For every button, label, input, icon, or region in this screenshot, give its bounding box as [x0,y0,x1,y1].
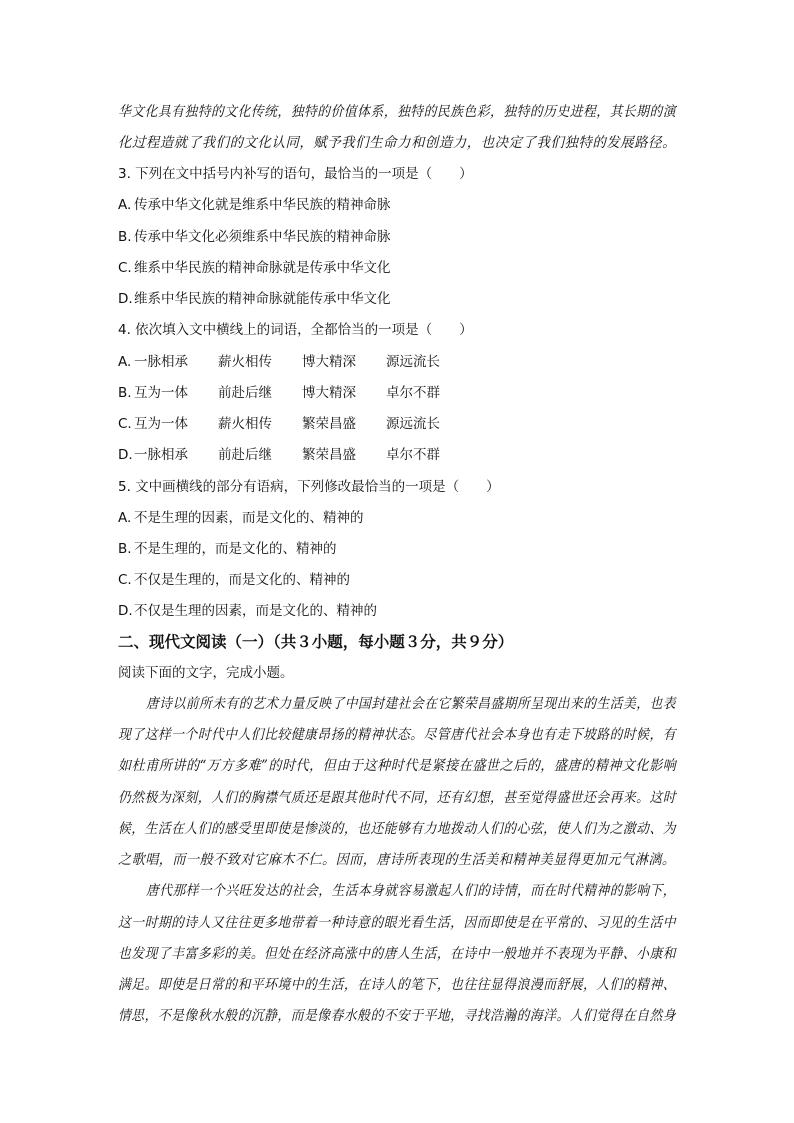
option-text: 传承中华文化必须维系中华民族的精神命脉 [134,229,391,245]
option-letter: A. [118,354,132,370]
option-text: 不仅是生理的因素，而是文化的、精神的 [134,603,377,619]
option-letter: A. [118,510,132,526]
q5-option-a[interactable] [118,509,364,527]
para1-line-1: 唐诗以前所未有的艺术力量反映了中国封建社会在它繁荣昌盛期所呈现出来的生活美，也表 [146,696,677,712]
option-text: 不仅是生理的，而是文化的、精神的 [134,572,350,588]
para2-line-4: 满足。即使是日常的和平环境中的生活，在诗人的笔下，也往往显得浪漫而舒展，人们的精神、 [118,977,677,993]
option-letter: C. [118,260,132,276]
option-word-4: 源远流长 [386,354,440,370]
q4-option-d[interactable] [118,446,678,464]
para1-line-4: 仍然极为深刻，人们的胸襟气质还是跟其他时代不同，还有幻想，甚至觉得盛世还会再来。这时 [118,790,677,806]
option-letter: D. [118,603,133,619]
option-letter: C. [118,416,132,432]
q5-option-d[interactable] [118,602,377,620]
option-word-3: 博大精深 [302,354,356,370]
para1-line-5: 候，生活在人们的感受里即使是惨淡的，也还能够有力地拨动人们的心弦，使人们为之激动、为 [118,821,677,837]
option-text: 维系中华民族的精神命脉就能传承中华文化 [134,291,391,307]
option-letter: B. [118,541,132,557]
q3-option-b[interactable] [118,228,391,246]
option-word-1: 互为一体 [134,385,188,401]
question-3-stem: 3. 下列在文中括号内补写的语句，最恰当的一项是（ ） [118,166,473,182]
option-text: 维系中华民族的精神命脉就是传承中华文化 [134,260,391,276]
para1-line-2: 现了这样一个时代中人们比较健康昂扬的精神状态。尽管唐代社会本身也有走下坡路的时候，有 [118,727,677,743]
option-word-1: 一脉相承 [134,447,188,463]
q4-option-b[interactable] [118,384,678,402]
para2-line-2: 这一时期的诗人又往往更多地带着一种诗意的眼光看生活，因而即使是在平常的、习见的生活中 [118,915,677,931]
option-word-4: 卓尔不群 [386,385,440,401]
q3-option-a[interactable] [118,196,391,214]
option-word-2: 前赴后继 [218,385,272,401]
option-letter: B. [118,229,132,245]
option-letter: C. [118,572,132,588]
option-letter: A. [118,197,132,213]
q4-option-a[interactable] [118,353,678,371]
q3-option-c[interactable] [118,259,391,277]
option-word-3: 博大精深 [302,385,356,401]
option-word-4: 源远流长 [386,416,440,432]
q4-option-c[interactable] [118,415,678,433]
option-word-2: 薪火相传 [218,354,272,370]
para2-line-1: 唐代那样一个兴旺发达的社会，生活本身就容易激起人们的诗情，而在时代精神的影响下， [146,883,677,899]
question-5-stem: 5. 文中画横线的部分有语病，下列修改最恰当的一项是（ ） [118,479,500,495]
intro-line-2: 化过程造就了我们的文化认同，赋予我们生命力和创造力，也决定了我们独特的发展路径。 [118,135,677,151]
option-word-3: 繁荣昌盛 [302,416,356,432]
intro-line-1: 华文化具有独特的文化传统，独特的价值体系，独特的民族色彩，独特的历史进程，其长期的演 [118,104,677,120]
q5-option-b[interactable] [118,540,337,558]
para2-line-5: 情思，不是像秋水般的沉静，而是像春水般的不安于平地，寻找浩瀚的海洋。人们觉得在自然身 [118,1008,677,1024]
option-word-1: 互为一体 [134,416,188,432]
option-word-2: 前赴后继 [218,447,272,463]
option-letter: D. [118,291,133,307]
option-word-3: 繁荣昌盛 [302,447,356,463]
q3-option-d[interactable] [118,290,391,308]
reading-instruction: 阅读下面的文字，完成小题。 [118,665,294,681]
option-text: 不是生理的，而是文化的、精神的 [134,541,337,557]
question-4-stem: 4. 依次填入文中横线上的词语，全都恰当的一项是（ ） [118,322,473,338]
option-letter: D. [118,447,133,463]
para2-line-3: 也发现了丰富多彩的美。但处在经济高涨中的唐人生活，在诗中一般地并不表现为平静、小康和 [118,946,677,962]
option-text: 不是生理的因素，而是文化的、精神的 [134,510,364,526]
section-title: 二、现代文阅读（一）（共３小题，每小题３分，共９分） [118,633,514,651]
para1-line-3: 如杜甫所讲的“万方多难”的时代，但由于这种时代是紧接在盛世之后的，盛唐的精神文化影响 [118,758,677,774]
q5-option-c[interactable] [118,571,350,589]
option-word-4: 卓尔不群 [386,447,440,463]
option-letter: B. [118,385,132,401]
option-word-1: 一脉相承 [134,354,188,370]
para1-line-6: 之歌唱，而一般不致对它麻木不仁。因而，唐诗所表现的生活美和精神美显得更加元气淋漓。 [118,852,676,868]
option-word-2: 薪火相传 [218,416,272,432]
option-text: 传承中华文化就是维系中华民族的精神命脉 [134,197,391,213]
